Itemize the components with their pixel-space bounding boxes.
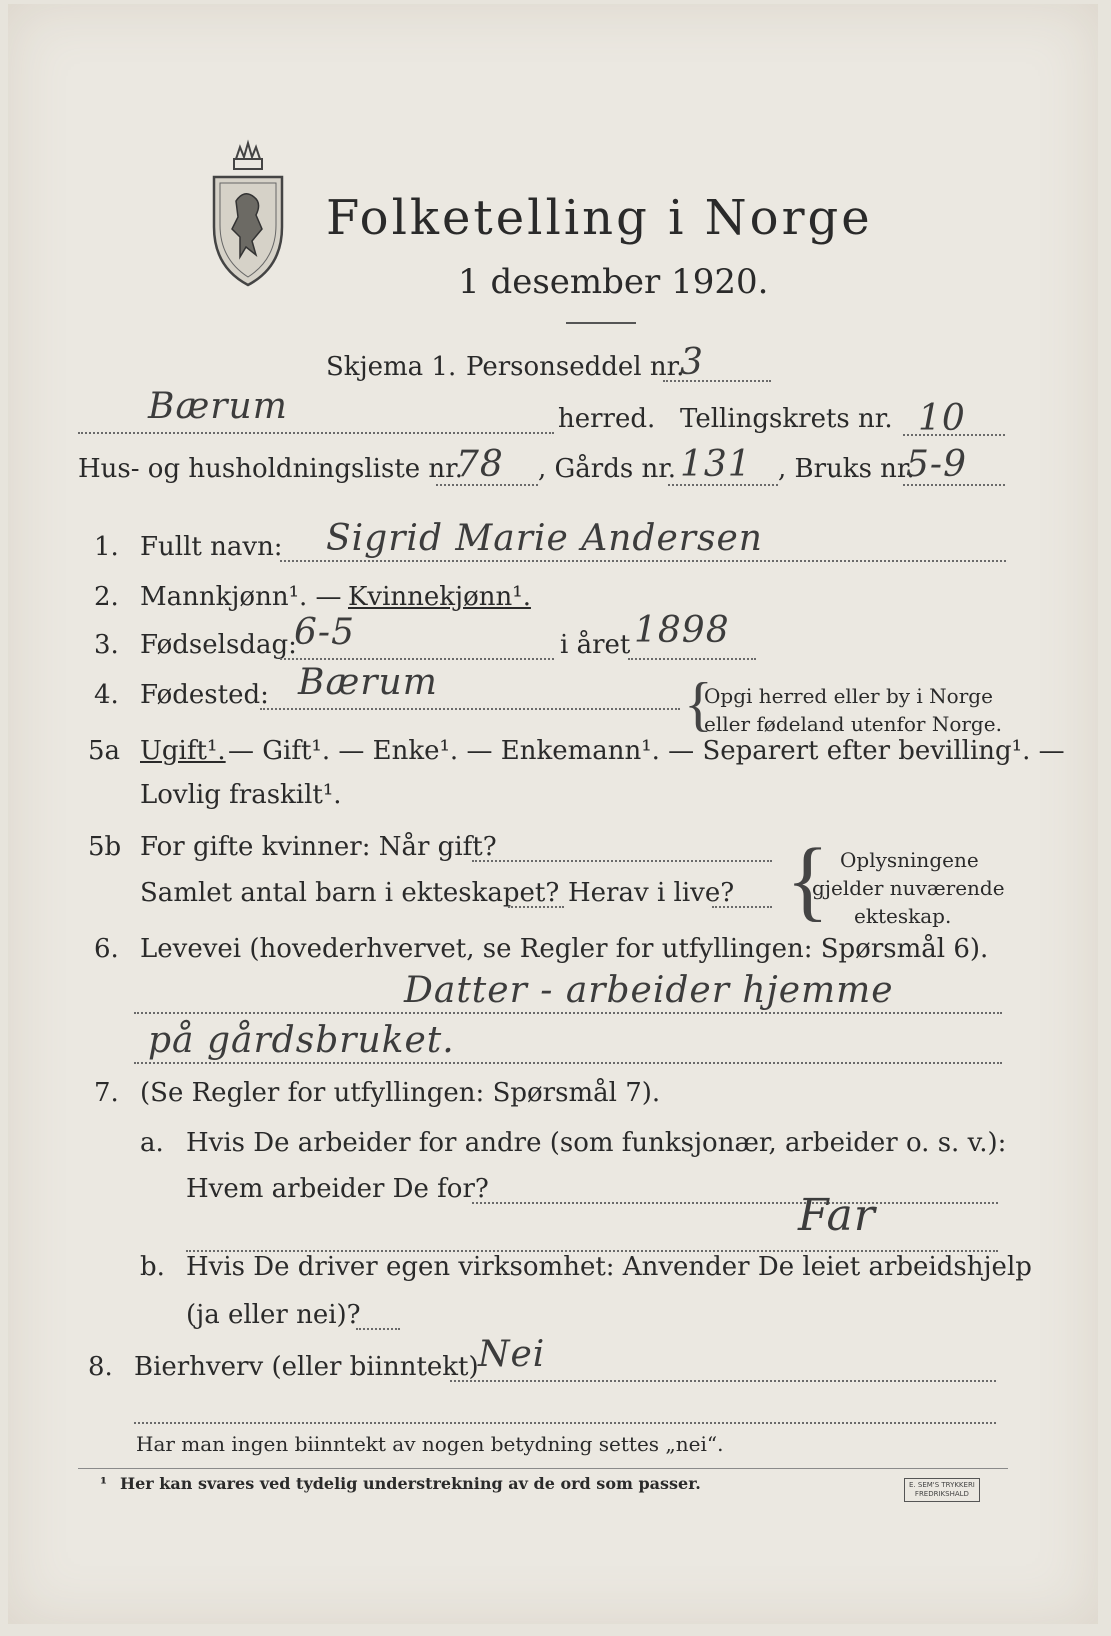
q3-line	[280, 658, 554, 660]
q6-value-line1: Datter - arbeider hjemme	[404, 970, 894, 1011]
hus-label: Hus- og husholdningsliste nr.	[78, 454, 464, 484]
q5b-brace: {	[786, 831, 830, 930]
q6-line2	[134, 1062, 1002, 1064]
q7a-value: Far	[798, 1190, 876, 1241]
form-title: Folketelling i Norge	[326, 190, 873, 246]
q3-year-line	[628, 658, 756, 660]
q1-line	[280, 560, 1006, 562]
q6-label: Levevei (hovederhvervet, se Regler for utfyllingen: Spørsmål 6).	[140, 934, 989, 964]
q6-number: 6.	[94, 934, 119, 964]
footnote-divider	[78, 1468, 1008, 1469]
q6-line1	[134, 1012, 1002, 1014]
q7b-number: b.	[140, 1252, 165, 1282]
q8-value: Nei	[478, 1334, 546, 1375]
q7a-line	[472, 1202, 998, 1204]
herred-label: herred.	[558, 404, 656, 434]
q5b-married-line	[472, 860, 772, 862]
q5a-number: 5a	[88, 736, 121, 766]
hus-value: 78	[456, 444, 504, 485]
q5b-note-line2: gjelder nuværende	[812, 876, 1005, 900]
q5b-herav-line	[712, 906, 772, 908]
q1-value: Sigrid Marie Andersen	[326, 518, 763, 559]
q1-label: Fullt navn:	[140, 532, 283, 562]
q7a-number: a.	[140, 1128, 164, 1158]
q5b-herav-label: Herav i live?	[568, 878, 735, 908]
q7b-line1: Hvis De driver egen virksomhet: Anvender De leiet arbeidshjelp	[186, 1252, 1032, 1282]
q8-extra-line	[134, 1422, 996, 1424]
q6-value-line2: på gårdsbruket.	[148, 1020, 455, 1061]
bruks-label: , Bruks nr.	[778, 454, 915, 484]
q4-value: Bærum	[298, 662, 438, 703]
gards-value: 131	[680, 444, 752, 485]
tellingskrets-value: 10	[918, 398, 966, 439]
q5b-note-line3: ekteskap.	[854, 904, 952, 928]
q7-number: 7.	[94, 1078, 119, 1108]
q3-label: Fødselsdag:	[140, 630, 297, 660]
q4-note-line2: eller fødeland utenfor Norge.	[704, 712, 1002, 736]
q3-year-label: i året	[560, 630, 631, 660]
q5b-number: 5b	[88, 832, 122, 862]
gards-label: , Gårds nr.	[538, 454, 677, 484]
q5b-children-line	[508, 906, 564, 908]
q7b-line	[356, 1328, 400, 1330]
q5b-label: For gifte kvinner: Når gift?	[140, 832, 497, 862]
form-date: 1 desember 1920.	[458, 262, 769, 302]
q5b-note-line1: Oplysningene	[840, 848, 979, 872]
q7a-line1: Hvis De arbeider for andre (som funksjonær, arbeider o. s. v.):	[186, 1128, 1007, 1158]
q4-label: Fødested:	[140, 680, 269, 710]
q4-brace: {	[684, 671, 713, 737]
q7a-line2: Hvem arbeider De for?	[186, 1174, 489, 1204]
skjema-label: Skjema 1.	[326, 352, 457, 382]
personseddel-value: 3	[680, 342, 704, 383]
coat-of-arms-icon	[206, 137, 290, 289]
title-divider	[566, 322, 636, 324]
q3-value: 6-5	[294, 612, 355, 653]
footnote-text: Her kan svares ved tydelig understrekning av de ord som passer.	[120, 1474, 701, 1493]
biinntekt-note: Har man ingen biinntekt av nogen betydning settes „nei“.	[136, 1432, 724, 1456]
q2-number: 2.	[94, 582, 119, 612]
printer-stamp-line1: E. SEM'S TRYKKERI	[909, 1481, 975, 1489]
q8-line	[450, 1380, 996, 1382]
q2-male: Mannkjønn¹. —	[140, 582, 342, 612]
q5a-line2: Lovlig fraskilt¹.	[140, 780, 342, 810]
q7-label: (Se Regler for utfyllingen: Spørsmål 7).	[140, 1078, 661, 1108]
q4-line	[260, 708, 680, 710]
q1-number: 1.	[94, 532, 119, 562]
census-form	[8, 4, 1098, 1624]
q3-number: 3.	[94, 630, 119, 660]
q5a-rest: — Gift¹. — Enke¹. — Enkemann¹. — Separert efter bevilling¹. —	[228, 736, 1065, 766]
q5b-children-label: Samlet antal barn i ekteskapet?	[140, 878, 560, 908]
q5a-ugift: Ugift¹.	[140, 736, 226, 766]
q8-label: Bierhverv (eller biinntekt)	[134, 1352, 479, 1382]
q4-number: 4.	[94, 680, 119, 710]
q4-note-line1: Opgi herred eller by i Norge	[704, 684, 993, 708]
q8-number: 8.	[88, 1352, 113, 1382]
printer-stamp-line2: FREDRIKSHALD	[914, 1490, 969, 1498]
q7b-line2: (ja eller nei)?	[186, 1300, 361, 1330]
herred-line	[78, 432, 554, 434]
footnote-mark: ¹	[100, 1474, 108, 1493]
tellingskrets-label: Tellingskrets nr.	[680, 404, 893, 434]
q2-female: Kvinnekjønn¹.	[348, 582, 531, 612]
q3-year-value: 1898	[634, 610, 730, 651]
bruks-value: 5-9	[906, 444, 967, 485]
personseddel-label: Personseddel nr.	[466, 352, 685, 382]
printer-stamp	[904, 1478, 980, 1502]
herred-value: Bærum	[148, 386, 288, 427]
